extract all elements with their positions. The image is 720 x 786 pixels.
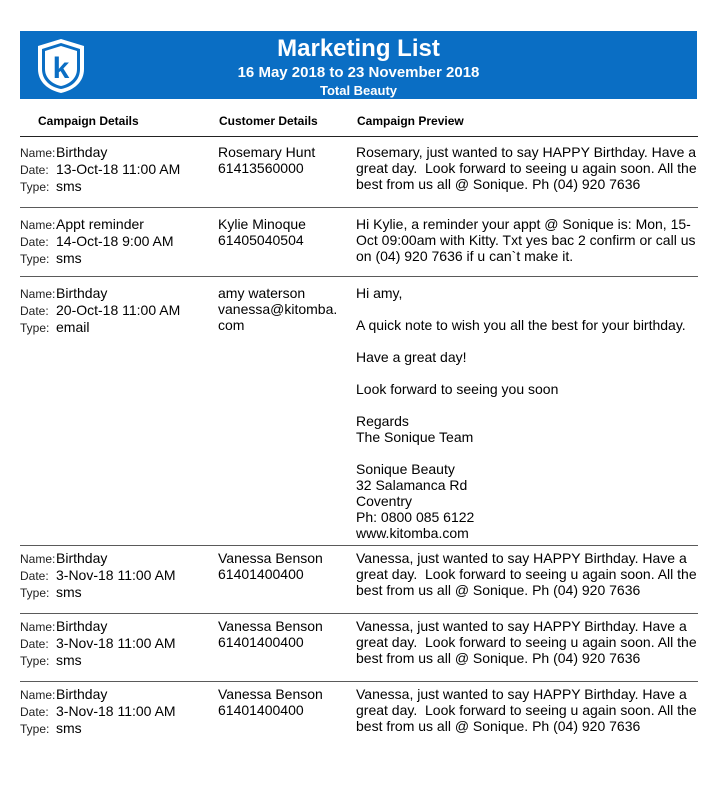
campaign-details — [20, 618, 210, 669]
customer-contact: 61401400400 — [218, 702, 304, 718]
campaign-date: 14-Oct-18 9:00 AM — [56, 233, 174, 249]
preview-paragraph: Vanessa, just wanted to say HAPPY Birthday. Have a great day. Look forward to seeing u again soon. All the best from us all @ Sonique. Ph (04) 920 7636 — [356, 618, 701, 666]
campaign-preview — [356, 285, 698, 541]
preview-paragraph: Hi Kylie, a reminder your appt @ Sonique is: Mon, 15-Oct 09:00am with Kitty. Txt yes bac 2 confirm or call us on (04) 920 7636 if u can`t make it. — [356, 216, 700, 264]
campaign-details — [20, 216, 210, 267]
campaign-details — [20, 144, 210, 195]
campaign-date-label: Date: — [20, 637, 49, 651]
customer-name: amy waterson — [218, 285, 306, 301]
campaign-name-label: Name: — [20, 552, 56, 566]
campaign-type: sms — [56, 652, 82, 668]
campaign-type: sms — [56, 720, 82, 736]
preview-paragraph: Vanessa, just wanted to say HAPPY Birthday. Have a great day. Look forward to seeing u again soon. All the best from us all @ Sonique. Ph (04) 920 7636 — [356, 550, 701, 598]
customer-name: Kylie Minoque — [218, 216, 306, 232]
report-date-range: 16 May 2018 to 23 November 2018 — [237, 64, 480, 81]
campaign-date-field — [20, 233, 210, 250]
campaign-name: Birthday — [56, 618, 108, 634]
report-title: Marketing List — [277, 35, 440, 62]
campaign-name: Birthday — [56, 686, 108, 702]
campaign-name-label: Name: — [20, 688, 56, 702]
campaign-type-label: Type: — [20, 722, 50, 736]
campaign-name-label: Name: — [20, 146, 56, 160]
customer-details — [218, 285, 346, 333]
preview-paragraph: Sonique Beauty 32 Salamanca Rd Coventry Ph: 0800 085 6122 www.kitomba.com — [356, 461, 475, 541]
column-header-campaign: Campaign Details — [38, 114, 139, 128]
campaign-name-label: Name: — [20, 218, 56, 232]
row-divider — [20, 681, 698, 682]
campaign-preview — [356, 686, 701, 734]
campaign-date-field — [20, 161, 210, 178]
campaign-details — [20, 285, 210, 336]
customer-contact: 61401400400 — [218, 634, 304, 650]
row-divider — [20, 613, 698, 614]
campaign-type-label: Type: — [20, 586, 50, 600]
svg-text:k: k — [52, 52, 70, 85]
campaign-date-field — [20, 302, 210, 319]
campaign-type: sms — [56, 584, 82, 600]
campaign-date: 3-Nov-18 11:00 AM — [56, 567, 176, 583]
campaign-details — [20, 550, 210, 601]
campaign-name: Birthday — [56, 144, 108, 160]
customer-details — [218, 550, 346, 582]
customer-details — [218, 618, 346, 650]
customer-details — [218, 216, 346, 248]
campaign-date: 3-Nov-18 11:00 AM — [56, 635, 176, 651]
campaign-preview — [356, 216, 698, 264]
campaign-type-label: Type: — [20, 321, 50, 335]
customer-contact: 61413560000 — [218, 160, 304, 176]
campaign-type: email — [56, 319, 90, 335]
preview-paragraph: A quick note to wish you all the best for your birthday. — [356, 317, 686, 333]
campaign-type-field — [20, 178, 210, 195]
campaign-name: Birthday — [56, 550, 108, 566]
campaign-preview — [356, 550, 701, 598]
customer-name: Vanessa Benson — [218, 618, 323, 634]
column-header-preview: Campaign Preview — [357, 114, 464, 128]
campaign-type-label: Type: — [20, 654, 50, 668]
campaign-name-field — [20, 618, 210, 635]
campaign-type: sms — [56, 178, 82, 194]
customer-details — [218, 144, 346, 176]
preview-paragraph: Have a great day! — [356, 349, 467, 365]
customer-name: Rosemary Hunt — [218, 144, 316, 160]
preview-paragraph: Hi amy, — [356, 285, 403, 301]
campaign-name: Appt reminder — [56, 216, 144, 232]
campaign-type: sms — [56, 250, 82, 266]
campaign-date: 20-Oct-18 11:00 AM — [56, 302, 181, 318]
campaign-type-field — [20, 720, 210, 737]
campaign-date: 3-Nov-18 11:00 AM — [56, 703, 176, 719]
campaign-name-label: Name: — [20, 287, 56, 301]
column-header-customer: Customer Details — [219, 114, 318, 128]
campaign-preview — [356, 618, 701, 666]
campaign-name-field — [20, 216, 210, 233]
preview-paragraph: Rosemary, just wanted to say HAPPY Birthday. Have a great day. Look forward to seeing u again soon. All the best from us all @ Sonique. Ph (04) 920 7636 — [356, 144, 701, 192]
campaign-type-field — [20, 584, 210, 601]
customer-contact: vanessa@kitomba. com — [218, 301, 338, 333]
campaign-date-label: Date: — [20, 235, 49, 249]
row-divider — [20, 207, 698, 208]
customer-details — [218, 686, 346, 718]
campaign-name: Birthday — [56, 285, 108, 301]
campaign-preview — [356, 144, 701, 192]
row-divider — [20, 276, 698, 277]
campaign-name-label: Name: — [20, 620, 56, 634]
campaign-date-label: Date: — [20, 569, 49, 583]
campaign-name-field — [20, 686, 210, 703]
customer-name: Vanessa Benson — [218, 686, 323, 702]
customer-contact: 61401400400 — [218, 566, 304, 582]
campaign-date-label: Date: — [20, 304, 49, 318]
customer-contact: 61405040504 — [218, 232, 304, 248]
campaign-date-label: Date: — [20, 163, 49, 177]
campaign-name-field — [20, 285, 210, 302]
campaign-date-field — [20, 567, 210, 584]
preview-paragraph: Regards The Sonique Team — [356, 413, 474, 445]
campaign-date-field — [20, 635, 210, 652]
campaign-name-field — [20, 550, 210, 567]
business-name: Total Beauty — [319, 83, 398, 98]
campaign-type-field — [20, 250, 210, 267]
campaign-date-label: Date: — [20, 705, 49, 719]
header-divider — [20, 136, 698, 137]
campaign-details — [20, 686, 210, 737]
campaign-type-field — [20, 652, 210, 669]
row-divider — [20, 545, 698, 546]
campaign-type-label: Type: — [20, 180, 50, 194]
campaign-date: 13-Oct-18 11:00 AM — [56, 161, 181, 177]
campaign-type-field — [20, 319, 210, 336]
campaign-type-label: Type: — [20, 252, 50, 266]
campaign-date-field — [20, 703, 210, 720]
campaign-name-field — [20, 144, 210, 161]
customer-name: Vanessa Benson — [218, 550, 323, 566]
preview-paragraph: Vanessa, just wanted to say HAPPY Birthday. Have a great day. Look forward to seeing u again soon. All the best from us all @ Sonique. Ph (04) 920 7636 — [356, 686, 701, 734]
preview-paragraph: Look forward to seeing you soon — [356, 381, 559, 397]
report-header — [20, 31, 697, 99]
